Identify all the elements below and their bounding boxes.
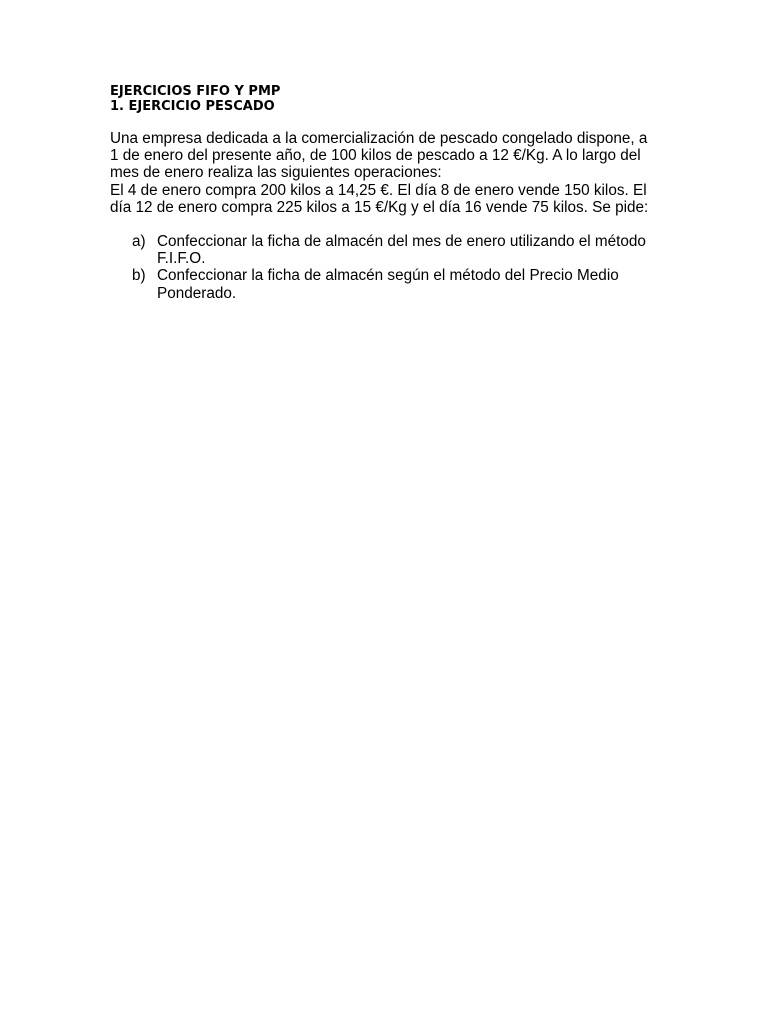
problem-statement bbox=[110, 130, 658, 216]
list-item-text: Confeccionar la ficha de almacén del mes de enero utilizando el método F.I.F.O. bbox=[157, 233, 646, 268]
list-item bbox=[132, 267, 658, 301]
list-marker: a) bbox=[132, 233, 146, 251]
list-item bbox=[132, 233, 658, 267]
document-title: EJERCICIOS FIFO Y PMP bbox=[110, 84, 281, 99]
list-item-text: Confeccionar la ficha de almacén según el método del Precio Medio Ponderado. bbox=[157, 267, 619, 302]
exercise-title: 1. EJERCICIO PESCADO bbox=[110, 99, 275, 114]
task-list bbox=[132, 233, 658, 302]
statement-paragraph-1: Una empresa dedicada a la comercialización de pescado congelado dispone, a 1 de enero del presente año, de 100 kilos de pescado a 12 €/Kg. A lo largo del mes de enero realiza las siguientes operaciones: bbox=[110, 130, 648, 182]
list-marker: b) bbox=[132, 267, 146, 285]
document-page bbox=[110, 84, 658, 302]
statement-paragraph-2: El 4 de enero compra 200 kilos a 14,25 €. El día 8 de enero vende 150 kilos. El día 12 de enero compra 225 kilos a 15 €/Kg y el día 16 vende 75 kilos. Se pide: bbox=[110, 181, 649, 216]
